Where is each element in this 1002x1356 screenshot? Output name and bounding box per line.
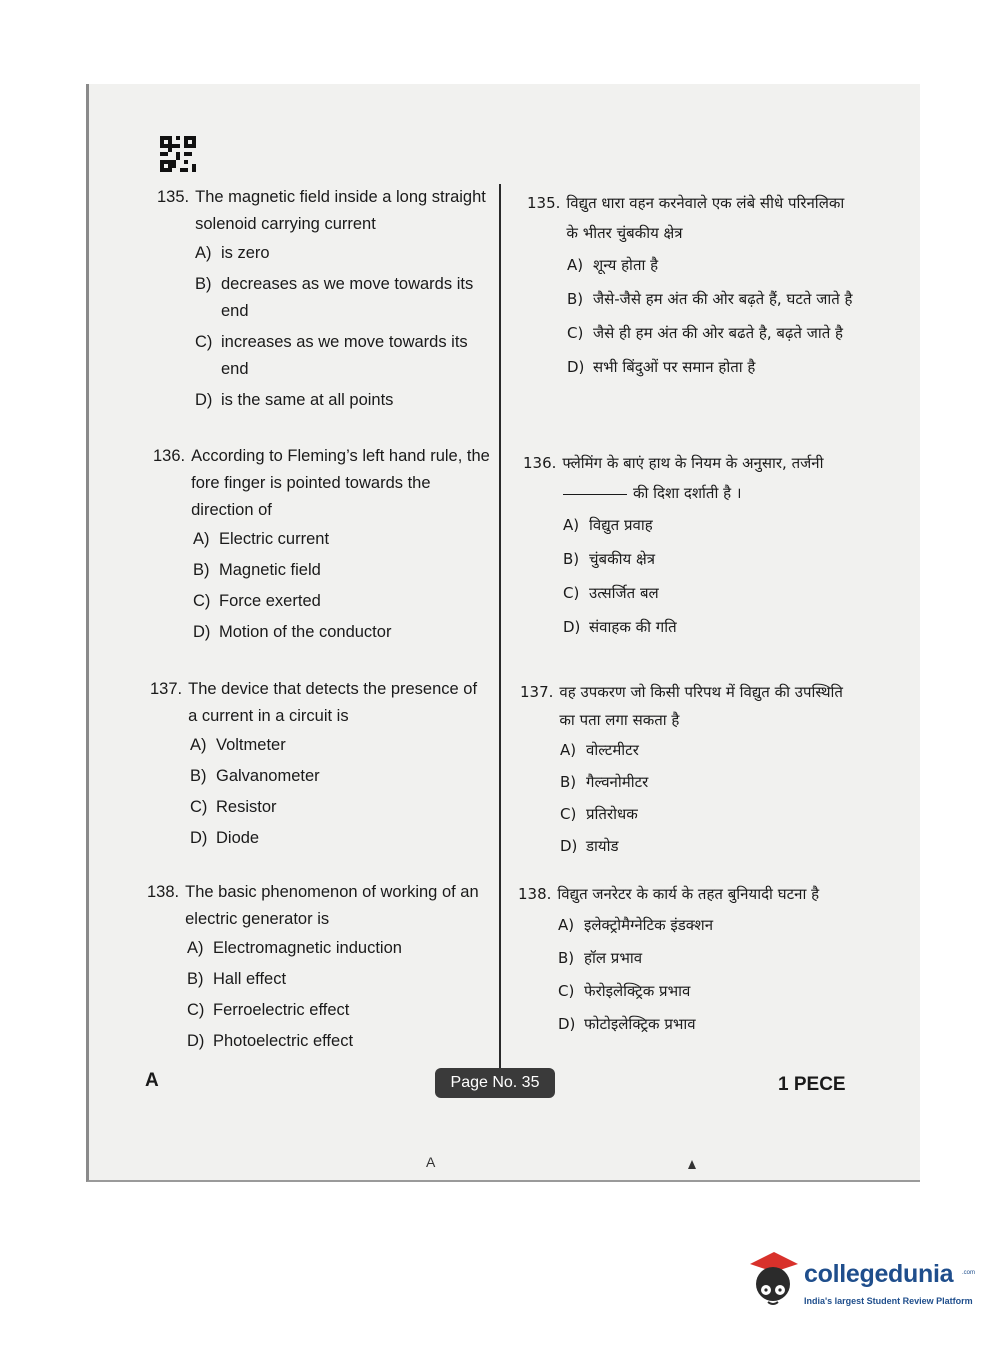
bottom-mark: A [426,1154,436,1170]
question-text: वह उपकरण जो किसी परिपथ में विद्युत की उपस्थिति का पता लगा सकता है [559,683,843,729]
question-135-hi [527,188,857,386]
collegedunia-logo [744,1250,974,1312]
option: A) इलेक्ट्रोमैग्नेटिक इंडक्शन [558,916,714,934]
question-text: The magnetic field inside a long straight solenoid carrying current [195,188,486,233]
option: B) Magnetic field [193,561,321,579]
option: C) Ferroelectric effect [187,1001,350,1019]
option: C) Resistor [190,798,277,816]
question-text: फ्लेमिंग के बाएं हाथ के नियम के अनुसार, तर्जनी [562,454,824,472]
option: C) Force exerted [193,592,321,610]
option: D) संवाहक की गति [563,618,677,636]
option: D) फोटोइलेक्ट्रिक प्रभाव [558,1015,696,1033]
question-138-hi [518,880,848,1043]
question-135-en [157,184,497,418]
question-text-continued: की दिशा दर्शाती है । [633,484,742,502]
question-number: 136. [523,454,557,472]
question-136-en [153,443,493,650]
qr-code-icon [160,136,196,172]
logo-wordmark: collegedunia [804,1260,954,1288]
mascot-icon [744,1250,802,1312]
option: B) हॉल प्रभाव [558,949,643,967]
option: D) Motion of the conductor [193,623,392,641]
question-137-hi [520,678,850,864]
option: D) सभी बिंदुओं पर समान होता है [567,358,756,376]
option: D) Photoelectric effect [187,1032,354,1050]
option: C) प्रतिरोधक [560,805,638,823]
option: C) जैसे ही हम अंत की ओर बढते है, बढ़ते जाते है [567,324,844,342]
option: D) is the same at all points [195,391,394,409]
question-number: 138. [518,885,552,903]
question-137-en [150,676,490,856]
question-number: 135. [527,194,561,212]
question-138-en [147,879,487,1059]
page-number-badge: Page No. 35 [435,1068,555,1098]
question-number: 137. [150,680,183,698]
option: A) Voltmeter [190,736,286,754]
option: C) फेरोइलेक्ट्रिक प्रभाव [558,982,691,1000]
option: B) decreases as we move towards its end [195,275,474,320]
option: D) डायोड [560,837,619,855]
option: D) Diode [190,829,260,847]
option: A) Electric current [193,530,330,548]
question-text: विद्युत धारा वहन करनेवाले एक लंबे सीधे परिनलिका के भीतर चुंबकीय क्षेत्र [566,194,845,242]
paper-code: 1 PECE [778,1074,846,1095]
logo-tagline: India's largest Student Review Platform [804,1296,973,1306]
question-text: The device that detects the presence of a current in a circuit is [188,680,478,725]
option: A) is zero [195,244,270,262]
option: A) विद्युत प्रवाह [563,516,653,534]
option: B) गैल्वनोमीटर [560,773,649,791]
question-text: According to Fleming’s left hand rule, the fore finger is pointed towards the direction of [191,447,490,519]
fill-in-blank [563,494,627,495]
option: B) Galvanometer [190,767,320,785]
question-number: 135. [157,188,190,206]
option: B) Hall effect [187,970,287,988]
option: B) जैसे-जैसे हम अंत की ओर बढ़ते हैं, घटते जाते है [567,290,853,308]
option: C) increases as we move towards its end [195,333,468,378]
option: A) शून्य होता है [567,256,659,274]
option: A) Electromagnetic induction [187,939,402,957]
option: A) वोल्टमीटर [560,741,639,759]
booklet-series: A [145,1070,159,1091]
question-number: 137. [520,683,554,701]
question-136-hi [523,448,853,646]
question-text: विद्युत जनरेटर के कार्य के तहत बुनियादी घटना है [557,885,820,903]
column-divider [499,184,501,1076]
logo-suffix: .com [962,1270,976,1276]
question-number: 136. [153,447,186,465]
question-text: The basic phenomenon of working of an electric generator is [185,883,479,928]
option: C) उत्सर्जित बल [563,584,659,602]
question-number: 138. [147,883,180,901]
option: B) चुंबकीय क्षेत्र [563,550,655,568]
triangle-mark-icon [688,1160,696,1169]
